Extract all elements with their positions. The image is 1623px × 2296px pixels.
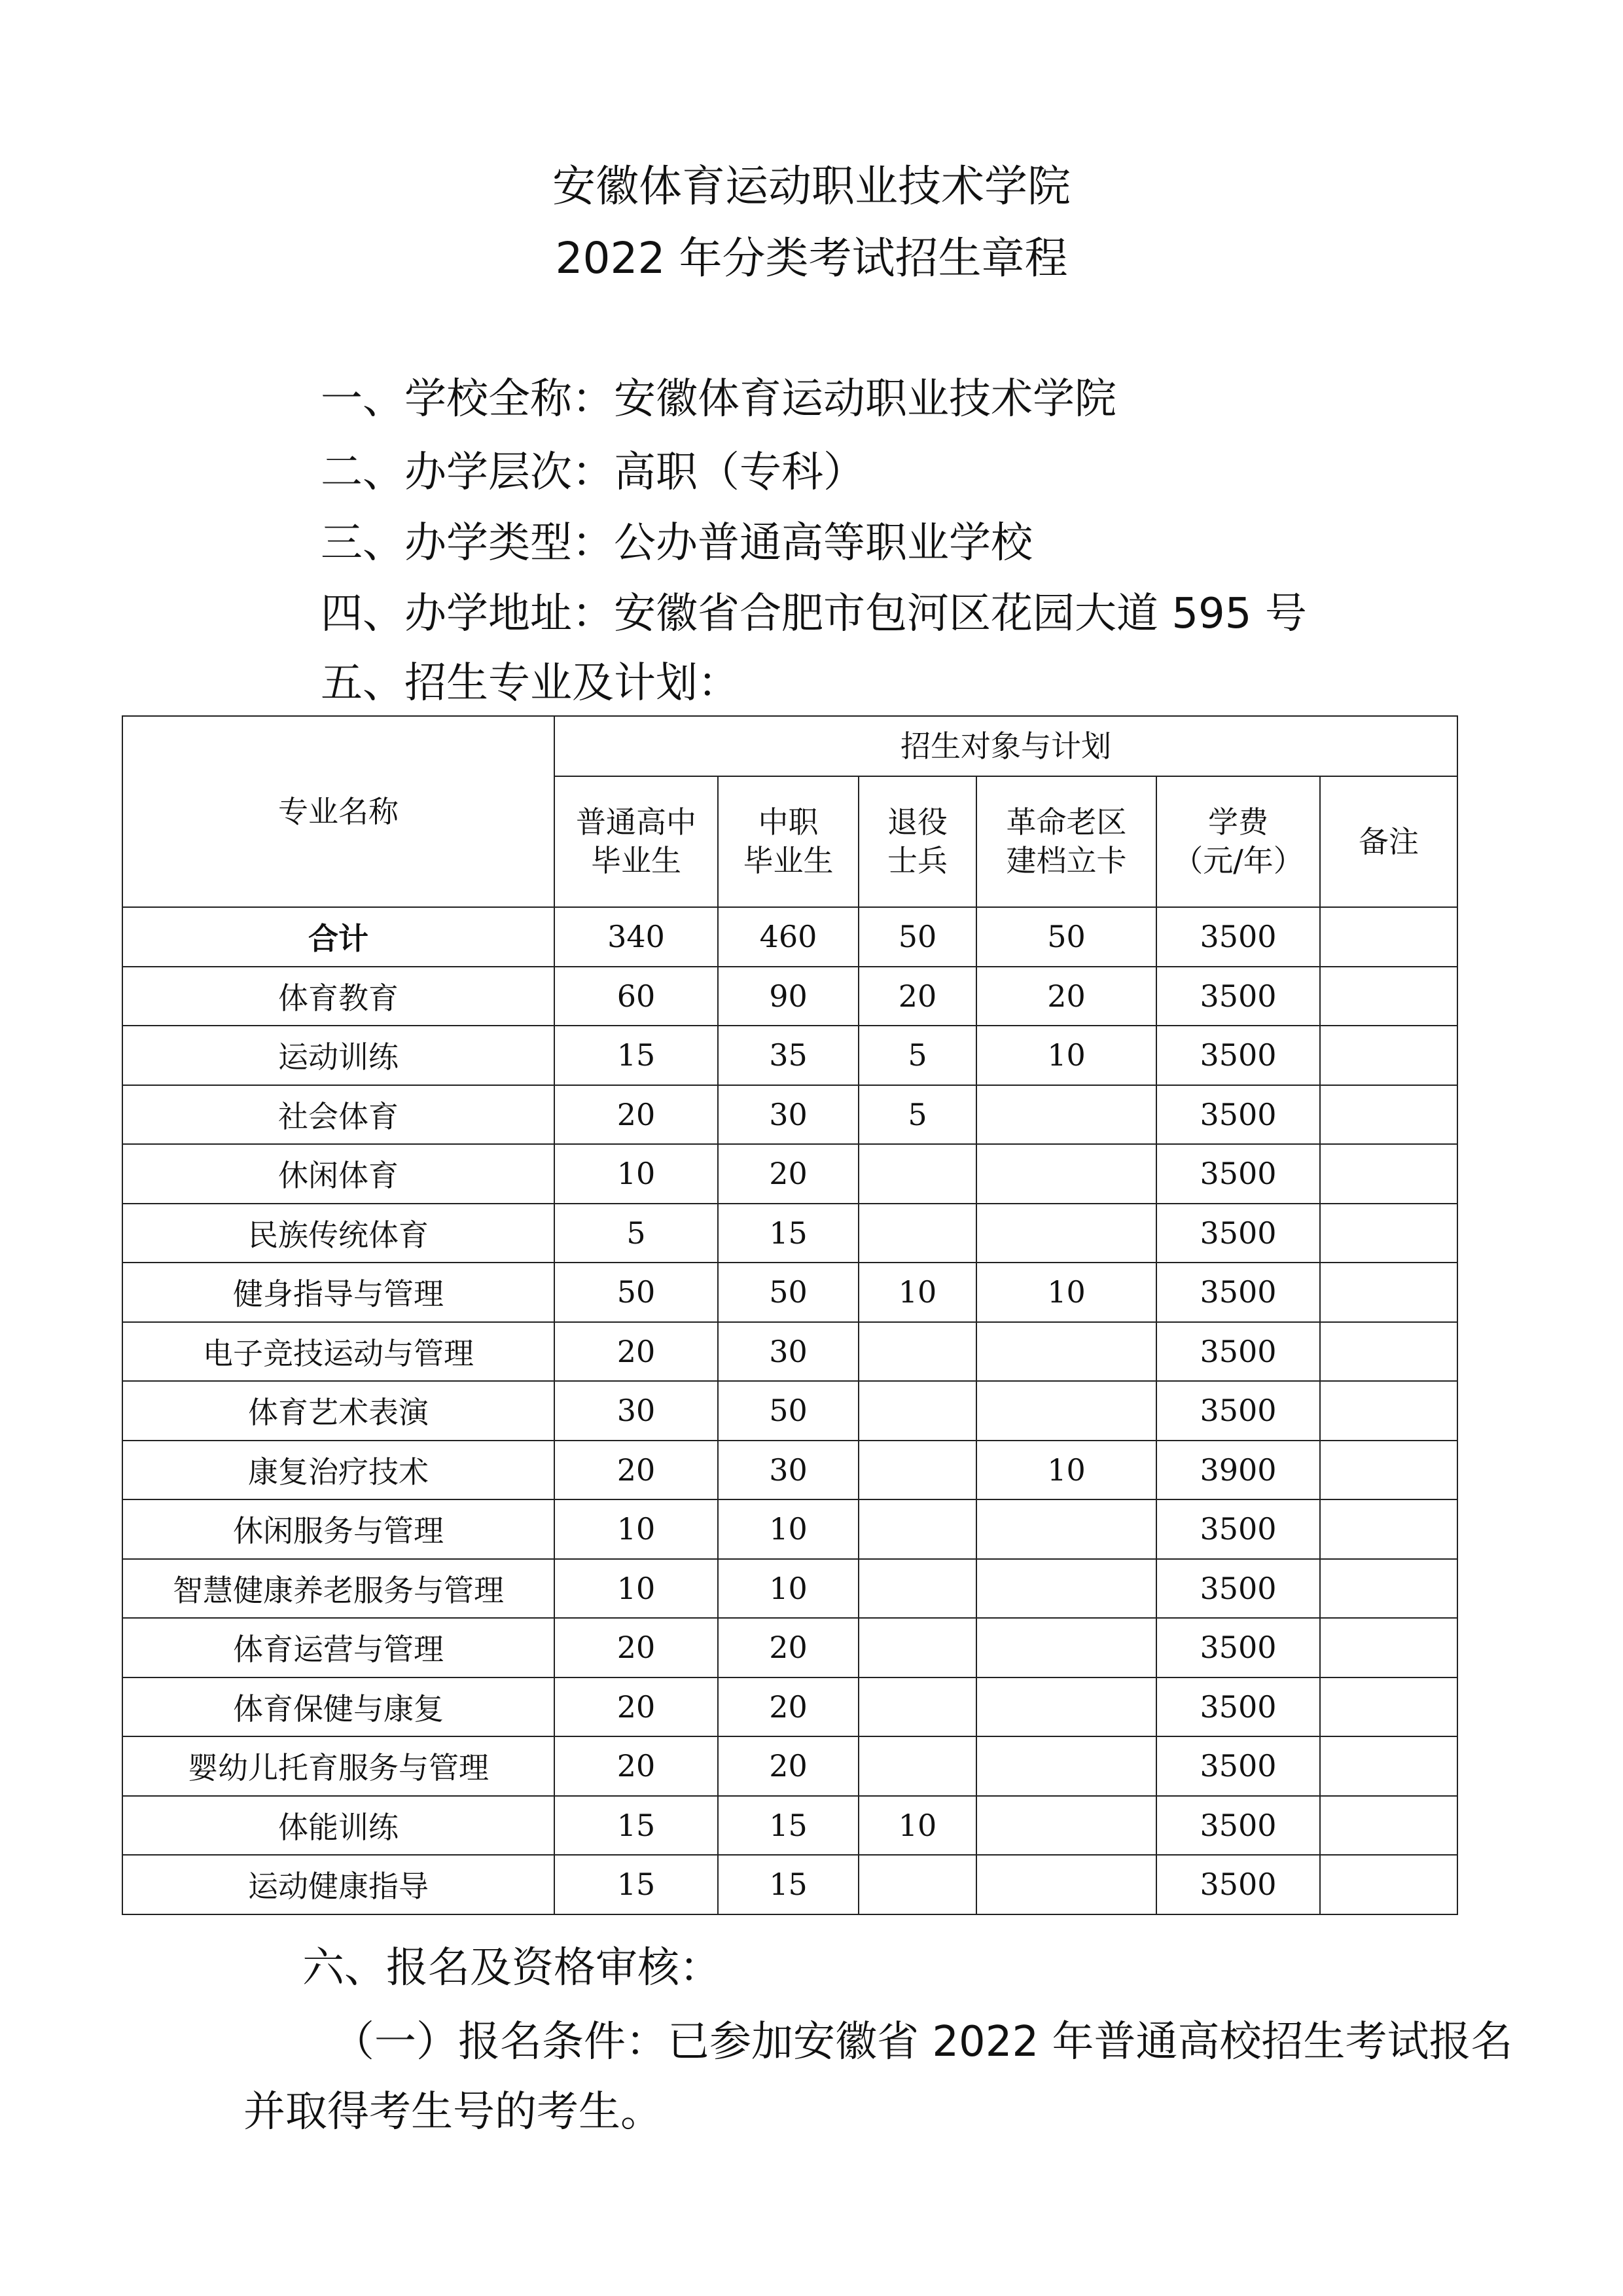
cell-high-school: 20 bbox=[554, 1677, 718, 1737]
cell-high-school: 340 bbox=[554, 907, 718, 967]
cell-high-school: 10 bbox=[554, 1559, 718, 1619]
header-line: 退役 bbox=[887, 804, 948, 840]
cell-note bbox=[1320, 1322, 1457, 1382]
header-vocational-graduates bbox=[718, 776, 859, 907]
table-row bbox=[122, 1677, 1457, 1737]
cell-veterans bbox=[859, 1559, 976, 1619]
cell-veterans bbox=[859, 1855, 976, 1914]
cell-veterans bbox=[859, 1677, 976, 1737]
cell-tuition: 3500 bbox=[1156, 1855, 1320, 1914]
cell-old-areas bbox=[976, 1618, 1156, 1677]
cell-veterans: 5 bbox=[859, 1085, 976, 1145]
cell-vocational: 90 bbox=[718, 967, 859, 1026]
section-school-type: 三、办学类型：公办普通高等职业学校 bbox=[321, 519, 1033, 567]
cell-major: 社会体育 bbox=[122, 1085, 554, 1145]
cell-vocational: 20 bbox=[718, 1618, 859, 1677]
header-target-group: 招生对象与计划 bbox=[554, 716, 1457, 776]
cell-high-school: 15 bbox=[554, 1026, 718, 1085]
cell-major: 民族传统体育 bbox=[122, 1204, 554, 1263]
header-line: 毕业生 bbox=[743, 843, 834, 878]
cell-veterans: 20 bbox=[859, 967, 976, 1026]
table-row bbox=[122, 1499, 1457, 1559]
cell-old-areas bbox=[976, 1381, 1156, 1441]
cell-high-school: 20 bbox=[554, 1441, 718, 1500]
header-note: 备注 bbox=[1320, 776, 1457, 907]
cell-vocational: 50 bbox=[718, 1263, 859, 1322]
header-line: 革命老区 bbox=[1006, 804, 1127, 840]
cell-major: 合计 bbox=[122, 907, 554, 967]
section-education-level: 二、办学层次：高职（专科） bbox=[321, 448, 865, 497]
section-school-address: 四、办学地址：安徽省合肥市包河区花园大道 595 号 bbox=[321, 590, 1307, 638]
table-row bbox=[122, 1322, 1457, 1382]
cell-major: 休闲服务与管理 bbox=[122, 1499, 554, 1559]
cell-note bbox=[1320, 1263, 1457, 1322]
cell-tuition: 3500 bbox=[1156, 967, 1320, 1026]
cell-old-areas: 10 bbox=[976, 1026, 1156, 1085]
cell-note bbox=[1320, 1559, 1457, 1619]
section-school-name: 一、学校全称：安徽体育运动职业技术学院 bbox=[321, 375, 1116, 423]
cell-major: 体能训练 bbox=[122, 1796, 554, 1856]
cell-old-areas: 50 bbox=[976, 907, 1156, 967]
cell-high-school: 60 bbox=[554, 967, 718, 1026]
cell-veterans bbox=[859, 1618, 976, 1677]
cell-major: 休闲体育 bbox=[122, 1144, 554, 1204]
cell-vocational: 30 bbox=[718, 1085, 859, 1145]
table-row bbox=[122, 1441, 1457, 1500]
header-line: 学费 bbox=[1208, 804, 1268, 840]
cell-tuition: 3500 bbox=[1156, 1263, 1320, 1322]
header-line: 中职 bbox=[758, 804, 819, 840]
cell-veterans bbox=[859, 1736, 976, 1796]
cell-major: 健身指导与管理 bbox=[122, 1263, 554, 1322]
cell-old-areas bbox=[976, 1499, 1156, 1559]
header-high-school-graduates bbox=[554, 776, 718, 907]
document-subtitle: 2022 年分类考试招生章程 bbox=[555, 233, 1068, 283]
cell-high-school: 15 bbox=[554, 1855, 718, 1914]
cell-vocational: 30 bbox=[718, 1322, 859, 1382]
section-registration-heading: 六、报名及资格审核： bbox=[302, 1944, 721, 1992]
cell-note bbox=[1320, 1441, 1457, 1500]
cell-high-school: 50 bbox=[554, 1263, 718, 1322]
table-row bbox=[122, 1263, 1457, 1322]
table-row bbox=[122, 1618, 1457, 1677]
cell-major: 体育艺术表演 bbox=[122, 1381, 554, 1441]
cell-note bbox=[1320, 1677, 1457, 1737]
table-row bbox=[122, 1085, 1457, 1145]
header-line: 士兵 bbox=[887, 843, 948, 878]
cell-old-areas: 20 bbox=[976, 967, 1156, 1026]
cell-note bbox=[1320, 1085, 1457, 1145]
cell-old-areas bbox=[976, 1085, 1156, 1145]
cell-tuition: 3500 bbox=[1156, 1381, 1320, 1441]
cell-tuition: 3500 bbox=[1156, 1026, 1320, 1085]
cell-note bbox=[1320, 907, 1457, 967]
document-title: 安徽体育运动职业技术学院 bbox=[552, 161, 1071, 211]
cell-major: 康复治疗技术 bbox=[122, 1441, 554, 1500]
table-row bbox=[122, 967, 1457, 1026]
cell-vocational: 10 bbox=[718, 1559, 859, 1619]
cell-veterans bbox=[859, 1204, 976, 1263]
cell-vocational: 20 bbox=[718, 1736, 859, 1796]
header-line: 普通高中 bbox=[576, 804, 696, 840]
cell-tuition: 3500 bbox=[1156, 1204, 1320, 1263]
cell-high-school: 10 bbox=[554, 1144, 718, 1204]
cell-major: 运动健康指导 bbox=[122, 1855, 554, 1914]
enrollment-plan-table bbox=[122, 715, 1458, 1915]
cell-veterans: 10 bbox=[859, 1263, 976, 1322]
cell-high-school: 20 bbox=[554, 1085, 718, 1145]
cell-tuition: 3500 bbox=[1156, 1618, 1320, 1677]
cell-note bbox=[1320, 1381, 1457, 1441]
cell-old-areas bbox=[976, 1736, 1156, 1796]
cell-high-school: 20 bbox=[554, 1322, 718, 1382]
table-row bbox=[122, 1204, 1457, 1263]
cell-old-areas bbox=[976, 1204, 1156, 1263]
cell-tuition: 3500 bbox=[1156, 1677, 1320, 1737]
cell-veterans bbox=[859, 1441, 976, 1500]
cell-old-areas: 10 bbox=[976, 1263, 1156, 1322]
cell-major: 智慧健康养老服务与管理 bbox=[122, 1559, 554, 1619]
cell-old-areas bbox=[976, 1559, 1156, 1619]
cell-tuition: 3500 bbox=[1156, 1796, 1320, 1856]
cell-vocational: 50 bbox=[718, 1381, 859, 1441]
cell-high-school: 20 bbox=[554, 1618, 718, 1677]
header-old-revolutionary-areas bbox=[976, 776, 1156, 907]
cell-vocational: 10 bbox=[718, 1499, 859, 1559]
header-tuition bbox=[1156, 776, 1320, 907]
cell-note bbox=[1320, 967, 1457, 1026]
cell-vocational: 20 bbox=[718, 1144, 859, 1204]
cell-vocational: 20 bbox=[718, 1677, 859, 1737]
cell-tuition: 3500 bbox=[1156, 907, 1320, 967]
cell-note bbox=[1320, 1796, 1457, 1856]
cell-old-areas bbox=[976, 1322, 1156, 1382]
header-veterans bbox=[859, 776, 976, 907]
cell-major: 体育教育 bbox=[122, 967, 554, 1026]
cell-tuition: 3500 bbox=[1156, 1322, 1320, 1382]
table-row-total bbox=[122, 907, 1457, 967]
header-line: （元/年） bbox=[1173, 843, 1304, 878]
cell-note bbox=[1320, 1204, 1457, 1263]
cell-high-school: 15 bbox=[554, 1796, 718, 1856]
cell-note bbox=[1320, 1144, 1457, 1204]
table-row bbox=[122, 1026, 1457, 1085]
cell-major: 体育运营与管理 bbox=[122, 1618, 554, 1677]
registration-conditions-line2: 并取得考生号的考生。 bbox=[243, 2088, 662, 2136]
section-majors-plan-heading: 五、招生专业及计划： bbox=[321, 659, 740, 708]
cell-tuition: 3900 bbox=[1156, 1441, 1320, 1500]
cell-tuition: 3500 bbox=[1156, 1144, 1320, 1204]
cell-note bbox=[1320, 1026, 1457, 1085]
table-row bbox=[122, 1381, 1457, 1441]
cell-major: 电子竞技运动与管理 bbox=[122, 1322, 554, 1382]
table-row bbox=[122, 1796, 1457, 1856]
cell-tuition: 3500 bbox=[1156, 1499, 1320, 1559]
cell-vocational: 460 bbox=[718, 907, 859, 967]
cell-high-school: 10 bbox=[554, 1499, 718, 1559]
registration-conditions-line1: （一）报名条件：已参加安徽省 2022 年普通高校招生考试报名 bbox=[332, 2018, 1513, 2066]
cell-veterans: 50 bbox=[859, 907, 976, 967]
cell-vocational: 15 bbox=[718, 1796, 859, 1856]
cell-vocational: 15 bbox=[718, 1855, 859, 1914]
cell-old-areas bbox=[976, 1144, 1156, 1204]
cell-old-areas bbox=[976, 1677, 1156, 1737]
cell-note bbox=[1320, 1855, 1457, 1914]
cell-veterans bbox=[859, 1322, 976, 1382]
cell-tuition: 3500 bbox=[1156, 1559, 1320, 1619]
cell-high-school: 20 bbox=[554, 1736, 718, 1796]
cell-major: 运动训练 bbox=[122, 1026, 554, 1085]
cell-tuition: 3500 bbox=[1156, 1085, 1320, 1145]
table-row bbox=[122, 1144, 1457, 1204]
cell-high-school: 30 bbox=[554, 1381, 718, 1441]
cell-vocational: 35 bbox=[718, 1026, 859, 1085]
cell-major: 体育保健与康复 bbox=[122, 1677, 554, 1737]
cell-note bbox=[1320, 1736, 1457, 1796]
cell-old-areas: 10 bbox=[976, 1441, 1156, 1500]
table-row bbox=[122, 1736, 1457, 1796]
cell-veterans bbox=[859, 1144, 976, 1204]
table-row bbox=[122, 1855, 1457, 1914]
cell-vocational: 30 bbox=[718, 1441, 859, 1500]
cell-major: 婴幼儿托育服务与管理 bbox=[122, 1736, 554, 1796]
cell-veterans: 10 bbox=[859, 1796, 976, 1856]
header-line: 建档立卡 bbox=[1006, 843, 1127, 878]
cell-veterans: 5 bbox=[859, 1026, 976, 1085]
table-row bbox=[122, 1559, 1457, 1619]
cell-note bbox=[1320, 1618, 1457, 1677]
header-line: 毕业生 bbox=[591, 843, 681, 878]
cell-veterans bbox=[859, 1499, 976, 1559]
cell-note bbox=[1320, 1499, 1457, 1559]
cell-high-school: 5 bbox=[554, 1204, 718, 1263]
cell-veterans bbox=[859, 1381, 976, 1441]
cell-tuition: 3500 bbox=[1156, 1736, 1320, 1796]
header-major-name: 专业名称 bbox=[122, 716, 554, 907]
cell-old-areas bbox=[976, 1796, 1156, 1856]
cell-old-areas bbox=[976, 1855, 1156, 1914]
cell-vocational: 15 bbox=[718, 1204, 859, 1263]
